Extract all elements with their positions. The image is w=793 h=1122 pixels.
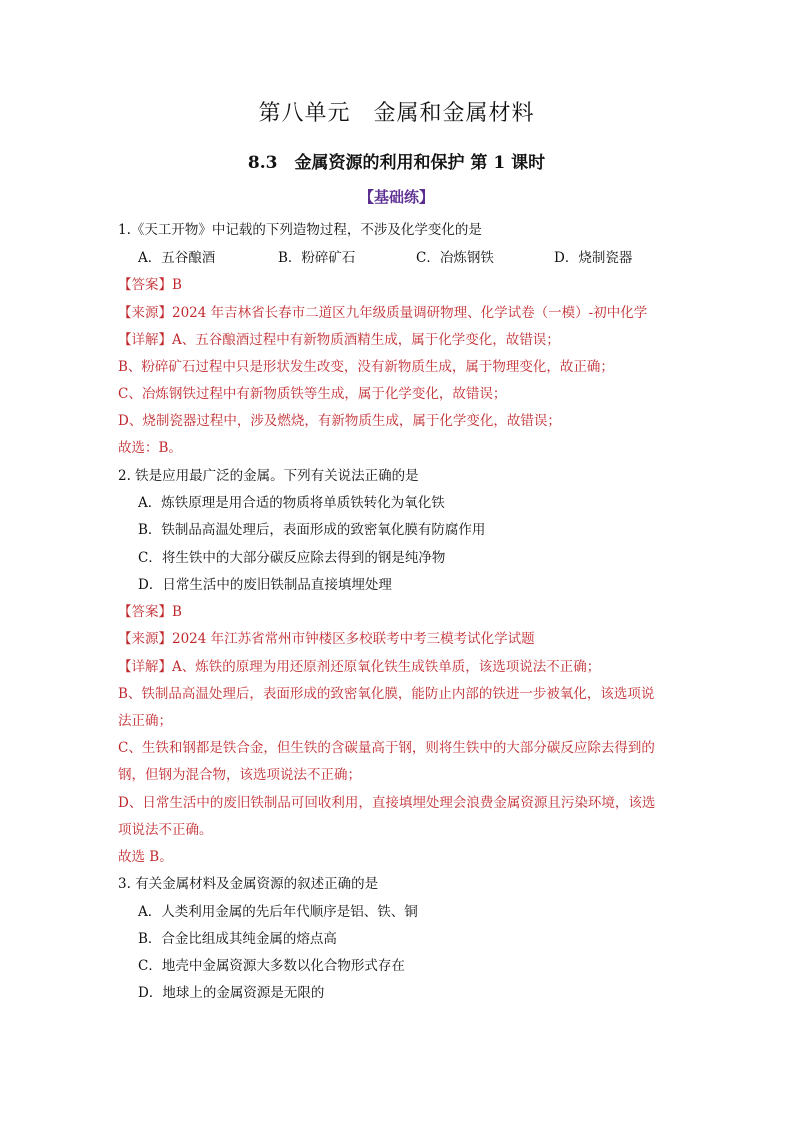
q2-source — [118, 629, 535, 649]
q2-source-text: 2024 年江苏省常州市钟楼区多校联考中考三模考试化学试题 — [172, 631, 535, 647]
question-1-options — [138, 248, 632, 268]
q2-detail-line-6: D、日常生活中的废旧铁制品可回收利用，直接填埋处理会浪费金属资源且污染环境，该选 — [118, 795, 656, 811]
q1-conclusion: 故选：B。 — [118, 440, 182, 456]
q2-option-b: B．铁制品高温处理后，表面形成的致密氧化膜有防腐作用 — [138, 522, 486, 538]
lesson-subtitle: 8.3 金属资源的利用和保护 第 1 课时 — [247, 153, 546, 173]
q2-detail-text-1: A、炼铁的原理为用还原剂还原氧化铁生成铁单质，该选项说法不正确； — [172, 659, 601, 675]
q1-source-tag: 【来源】 — [118, 305, 172, 321]
q1-detail-text-1: A、五谷酿酒过程中有新物质酒精生成，属于化学变化，故错误； — [172, 332, 560, 348]
question-3-stem: 3. 有关金属材料及金属资源的叙述正确的是 — [118, 876, 379, 892]
q2-answer-value: B — [172, 604, 182, 620]
q1-detail-line-2: B、粉碎矿石过程中只是形状发生改变，没有新物质生成，属于物理变化，故正确； — [118, 359, 614, 375]
q1-answer-tag: 【答案】 — [118, 277, 172, 293]
q2-source-tag: 【来源】 — [118, 631, 172, 647]
q1-detail-line-3: C、冶炼钢铁过程中有新物质铁等生成，属于化学变化，故错误； — [118, 386, 507, 402]
q2-option-c: C．将生铁中的大部分碳反应除去得到的钢是纯净物 — [138, 550, 446, 566]
q1-option-a: A．五谷酿酒 — [138, 250, 216, 266]
q1-option-b: B．粉碎矿石 — [278, 250, 356, 266]
q2-detail-line-1 — [118, 657, 600, 677]
q2-detail-line-7: 项说法不正确。 — [118, 822, 213, 838]
q2-answer-tag: 【答案】 — [118, 604, 172, 620]
question-2-stem: 2. 铁是应用最广泛的金属。下列有关说法正确的是 — [118, 468, 419, 484]
section-heading: 【基础练】 — [358, 188, 434, 206]
question-1-stem: 1.《天工开物》中记载的下列造物过程，不涉及化学变化的是 — [118, 222, 482, 238]
q1-option-c: C．冶炼钢铁 — [416, 250, 494, 266]
q2-detail-line-5: 钢，但钢为混合物，该选项说法不正确； — [118, 767, 361, 783]
page-title: 第八单元 金属和金属材料 — [258, 101, 535, 126]
q2-answer — [118, 602, 182, 622]
q3-option-a: A．人类利用金属的先后年代顺序是铝、铁、铜 — [138, 904, 418, 920]
q2-detail-line-2: B、铁制品高温处理后，表面形成的致密氧化膜，能防止内部的铁进一步被氧化，该选项说 — [118, 686, 655, 702]
q3-option-b: B．合金比组成其纯金属的熔点高 — [138, 931, 337, 947]
q1-option-d: D．烧制瓷器 — [554, 250, 633, 266]
q2-detail-line-3: 法正确； — [118, 713, 172, 729]
q2-detail-line-4: C、生铁和钢都是铁合金，但生铁的含碳量高于钢，则将生铁中的大部分碳反应除去得到的 — [118, 740, 655, 756]
q3-option-c: C．地壳中金属资源大多数以化合物形式存在 — [138, 958, 405, 974]
q1-detail-line-1 — [118, 330, 560, 350]
q1-source-text: 2024 年吉林省长春市二道区九年级质量调研物理、化学试卷（一模）-初中化学 — [172, 305, 648, 321]
q2-conclusion: 故选 B。 — [118, 849, 173, 865]
q1-answer-value: B — [172, 277, 182, 293]
q3-option-d: D．地球上的金属资源是无限的 — [138, 985, 325, 1001]
q1-detail-line-4: D、烧制瓷器过程中，涉及燃烧，有新物质生成，属于化学变化，故错误； — [118, 413, 561, 429]
q1-detail-tag: 【详解】 — [118, 332, 172, 348]
q2-option-d: D．日常生活中的废旧铁制品直接填埋处理 — [138, 577, 392, 593]
q1-source — [118, 303, 647, 323]
q2-detail-tag: 【详解】 — [118, 659, 172, 675]
q1-answer — [118, 275, 182, 295]
q2-option-a: A．炼铁原理是用合适的物质将单质铁转化为氧化铁 — [138, 495, 445, 511]
